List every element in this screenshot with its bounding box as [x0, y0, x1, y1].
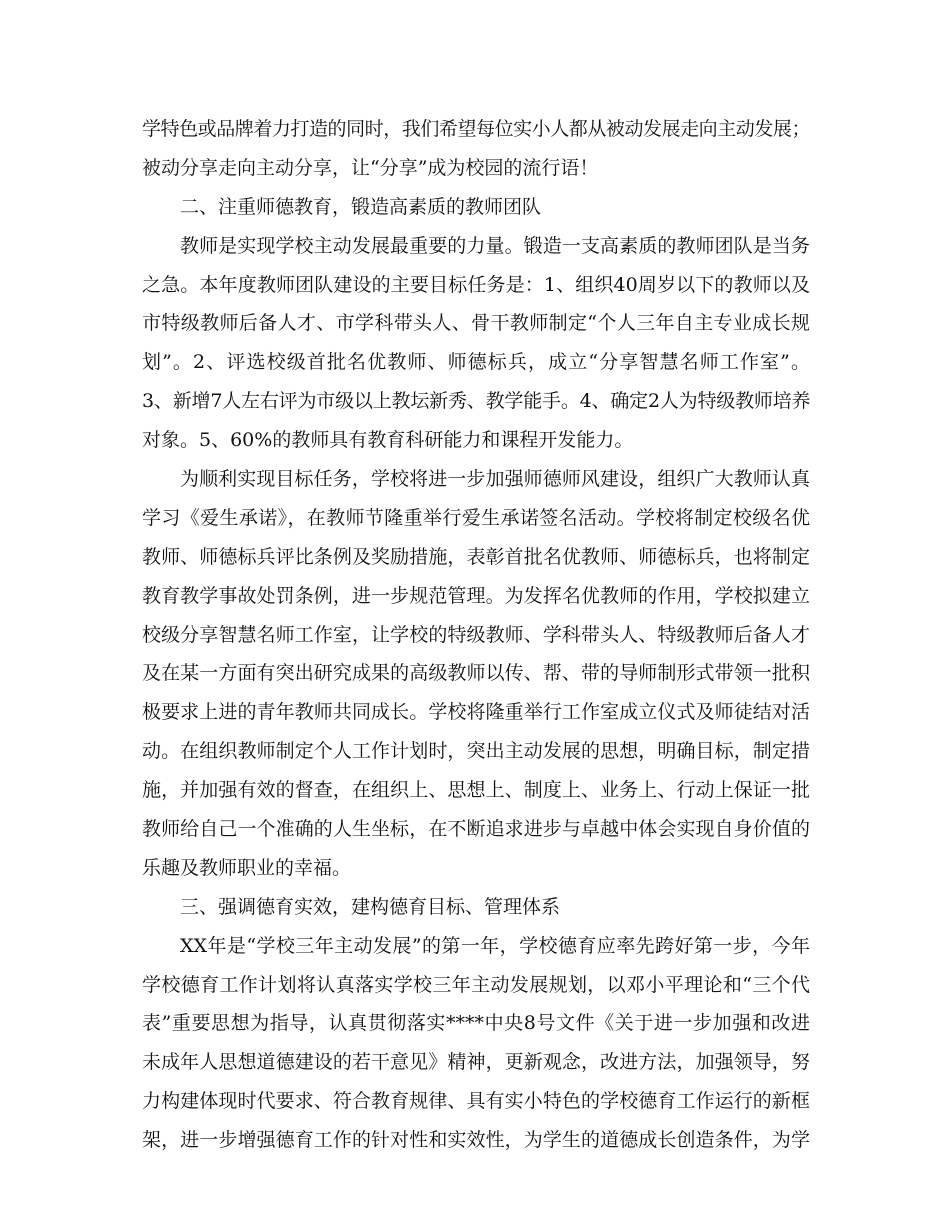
text-line: 极要求上进的青年教师共同成长。学校将隆重举行工作室成立仪式及师徒结对活	[142, 701, 810, 724]
text-line: 教师给自己一个准确的人生坐标，在不断追求进步与卓越中体会实现自身价值的	[142, 818, 810, 841]
text-line: 及在某一方面有突出研究成果的高级教师以传、帮、带的导师制形式带领一批积	[142, 662, 810, 685]
text-line: 乐趣及教师职业的幸福。	[142, 856, 352, 879]
text-line: 之急。本年度教师团队建设的主要目标任务是：1、组织40周岁以下的教师以及	[142, 273, 810, 296]
text-line: 施，并加强有效的督查，在组织上、思想上、制度上、业务上、行动上保证一批	[142, 779, 810, 802]
document-body	[142, 110, 810, 1160]
text-line: 架，进一步增强德育工作的针对性和实效性，为学生的道德成长创造条件，为学	[142, 1129, 810, 1152]
text-line: 校级分享智慧名师工作室，让学校的特级教师、学科带头人、特级教师后备人才	[142, 623, 810, 646]
text-line: 教师是实现学校主动发展最重要的力量。锻造一支高素质的教师团队是当务	[180, 234, 810, 257]
text-line: 为顺利实现目标任务，学校将进一步加强师德师风建设，组织广大教师认真	[180, 468, 810, 491]
text-line: 教育教学事故处罚条例，进一步规范管理。为发挥名优教师的作用，学校拟建立	[142, 584, 810, 607]
text-line: 表”重要思想为指导，认真贯彻落实****中央8号文件《关于进一步加强和改进	[142, 1012, 810, 1035]
text-line: 学习《爱生承诺》，在教师节隆重举行爱生承诺签名活动。学校将制定校级名优	[142, 506, 810, 529]
text-line: 市特级教师后备人才、市学科带头人、骨干教师制定“个人三年自主专业成长规	[142, 312, 810, 335]
text-line: XX年是“学校三年主动发展”的第一年，学校德育应率先跨好第一步，今年	[180, 934, 810, 957]
text-line: 学特色或品牌着力打造的同时，我们希望每位实小人都从被动发展走向主动发展；	[142, 118, 811, 140]
text-line: 二、注重师德教育，锻造高素质的教师团队	[180, 195, 542, 218]
text-line: 未成年人思想道德建设的若干意见》精神，更新观念，改进方法，加强领导，努	[142, 1051, 810, 1074]
text-line: 力构建体现时代要求、符合教育规律、具有实小特色的学校德育工作运行的新框	[142, 1090, 810, 1113]
text-line: 三、强调德育实效，建构德育目标、管理体系	[180, 895, 561, 918]
text-line: 动。在组织教师制定个人工作计划时，突出主动发展的思想，明确目标，制定措	[142, 740, 810, 763]
text-line: 学校德育工作计划将认真落实学校三年主动发展规划，以邓小平理论和“三个代	[142, 973, 810, 996]
text-line: 教师、师德标兵评比条例及奖励措施，表彰首批名优教师、师德标兵，也将制定	[142, 545, 810, 568]
text-line: 3、新增7人左右评为市级以上教坛新秀、教学能手。4、确定2人为特级教师培养	[142, 390, 811, 413]
text-line: 划”。2、评选校级首批名优教师、师德标兵，成立“分享智慧名师工作室”。	[142, 351, 810, 374]
text-line: 被动分享走向主动分享，让“分享”成为校园的流行语！	[142, 156, 599, 179]
text-line: 对象。5、60%的教师具有教育科研能力和课程开发能力。	[142, 429, 634, 452]
